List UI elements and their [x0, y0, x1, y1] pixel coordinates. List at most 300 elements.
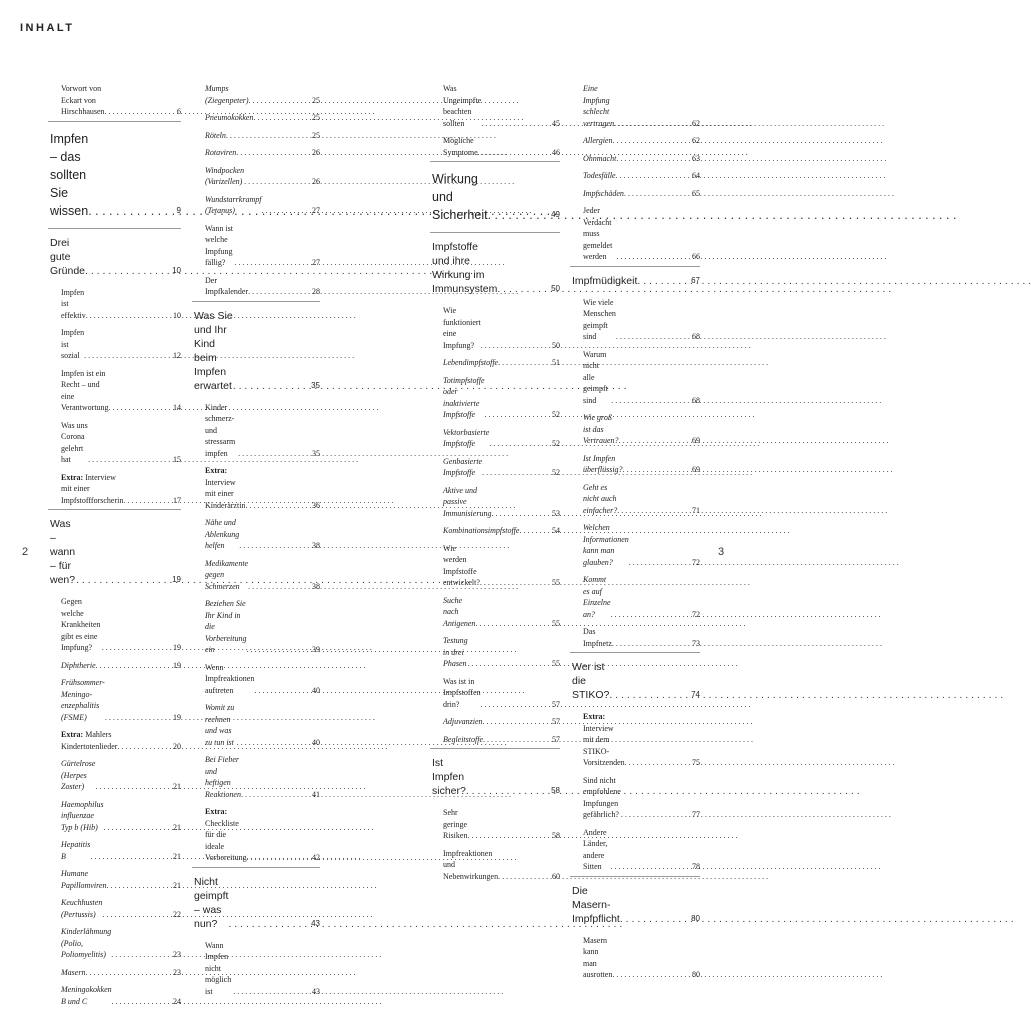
toc-entry: [570, 519, 700, 571]
entry-title: Pneumokokken: [205, 113, 254, 122]
toc-entry: [570, 185, 700, 203]
page-number: 45: [552, 118, 560, 128]
page-number: 21: [173, 880, 181, 890]
page-number: 80: [692, 970, 700, 979]
page-number: 57: [552, 699, 560, 709]
toc-entry: [570, 80, 700, 132]
dot-leader: [244, 176, 310, 188]
entry-title: Windpocken (Varizellen): [205, 165, 245, 186]
entry-title: Wie viele Menschen geimpft sind: [583, 297, 616, 341]
toc-section-entry: [430, 162, 560, 232]
entry-title: Adjuvanzien: [443, 717, 483, 726]
dot-leader: [620, 912, 689, 926]
entry-title: [205, 465, 245, 511]
page-number: 39: [312, 645, 320, 654]
toc-column-2: [192, 80, 320, 1000]
entry-title: Mögliche Symptome: [443, 136, 478, 157]
entry-title: Das Impfnetz: [583, 627, 612, 648]
page-number: 63: [692, 153, 700, 163]
toc-entry: [192, 144, 320, 162]
page-number: 50: [551, 284, 560, 293]
entry-title: Impfen ist effektiv: [61, 287, 86, 320]
page-number: 40: [312, 737, 320, 747]
toc-entry: [192, 462, 320, 514]
dot-leader: [76, 573, 170, 587]
dot-leader: [481, 118, 550, 130]
dot-leader: [234, 257, 310, 269]
dot-leader: [86, 310, 171, 322]
entry-title: Begleitstoffe: [443, 734, 483, 744]
entry-title: Andere Länder, andere Sitten: [583, 827, 608, 871]
dot-leader: [104, 822, 171, 834]
page-number: 69: [692, 465, 700, 474]
page-number: 23: [173, 950, 181, 959]
toc-entry: [192, 595, 320, 659]
dot-leader: [102, 909, 171, 921]
page-number: 68: [692, 395, 700, 405]
dot-leader: [249, 95, 310, 107]
page-number: 43: [311, 918, 320, 928]
dot-leader: [623, 464, 690, 476]
page-number: 40: [312, 685, 320, 695]
toc-entry: [192, 127, 320, 145]
dot-leader: [247, 852, 310, 864]
dot-leader: [485, 409, 551, 421]
dot-leader: [88, 202, 174, 220]
entry-title: Allergien: [583, 136, 613, 145]
toc-entry: [430, 540, 560, 592]
page-number: 28: [312, 287, 320, 296]
entry-title: Welchen Informationen kann man glauben?: [583, 523, 629, 567]
toc-column-3: [430, 80, 560, 885]
toc-section-entry: [570, 653, 700, 708]
page-number: 26: [312, 148, 320, 157]
page-number: 12: [173, 351, 181, 360]
dot-leader: [102, 642, 171, 654]
dot-leader: [248, 581, 310, 593]
page-number: 25: [312, 113, 320, 122]
page-number: 25: [312, 95, 320, 105]
page-number: 22: [173, 909, 181, 919]
entry-title: Nähe und Ablenkung helfen: [205, 518, 240, 550]
toc-entry: [570, 167, 700, 185]
entry-title: Gegen welche Krankheiten gibt es eine Impfung?: [61, 597, 101, 652]
page-number: 10: [172, 265, 181, 275]
page-number: 58: [552, 831, 560, 840]
page-number: 26: [312, 177, 320, 186]
dot-leader: [246, 644, 310, 656]
toc-entry: [192, 191, 320, 220]
page-number: 38: [312, 581, 320, 591]
dot-leader: [123, 495, 171, 507]
page-number: 77: [692, 810, 700, 819]
dot-leader: [616, 170, 690, 182]
dot-leader: [637, 274, 689, 288]
page-number: 25: [312, 130, 320, 140]
toc-entry: [192, 937, 320, 1001]
entry-title: Was ist in Impfstoffen drin?: [443, 676, 481, 709]
dot-leader: [614, 118, 690, 130]
dot-leader: [112, 996, 171, 1008]
toc-entry: [430, 804, 560, 845]
page-number: 52: [552, 410, 560, 419]
page-number: 27: [312, 206, 320, 215]
dot-leader: [611, 395, 690, 407]
page-number: 52: [552, 439, 560, 448]
dot-leader: [95, 781, 171, 793]
entry-title: [205, 806, 247, 864]
toc-entry: [48, 836, 181, 865]
toc-entry: [570, 409, 700, 450]
toc-entry: [430, 80, 560, 132]
page-number: 53: [552, 508, 560, 518]
entry-title: Nicht geimpft – was nun?: [194, 875, 229, 930]
page-number: 74: [691, 690, 700, 699]
entry-title: Wie groß ist das Vertrauen?: [583, 413, 619, 445]
dot-leader: [261, 205, 310, 217]
entry-title: Kinder schmerz- und stressarm impfen: [205, 402, 236, 458]
dot-leader: [612, 638, 690, 650]
page-number: 78: [692, 862, 700, 871]
page-number: 43: [312, 986, 320, 996]
dot-leader: [245, 500, 310, 512]
dot-leader: [625, 757, 690, 769]
entry-title: Was Sie und Ihr Kind beim Impfen erwartet: [194, 309, 233, 392]
entry-title: Was – wann – für wen?: [50, 518, 76, 586]
dot-leader: [241, 789, 310, 801]
dot-leader: [629, 557, 690, 569]
toc-entry: [570, 824, 700, 876]
dot-leader: [105, 106, 175, 118]
entry-title: Suche nach Antigenen: [443, 595, 476, 628]
entry-title: Impfen – das sollten Sie wissen: [50, 131, 89, 218]
entry-title: Was Ungeimpfte beachten sollten: [443, 84, 482, 128]
toc-entry: [48, 865, 181, 894]
entry-title: Warum nicht alle geimpft sind: [583, 349, 608, 405]
entry-title: Todesfälle: [583, 171, 616, 180]
page-number: 62: [692, 136, 700, 145]
toc-entry: [192, 555, 320, 596]
entry-title: Kombinationsimpfstoffe: [443, 526, 520, 535]
page-number: 72: [692, 557, 700, 567]
page-number: 62: [692, 118, 700, 128]
entry-title: Keuchhusten (Pertussis): [61, 898, 103, 919]
entry-title: Ist Impfen sicher?: [432, 757, 466, 797]
dot-leader: [84, 350, 171, 362]
page-number: 6: [177, 107, 181, 116]
dot-leader: [109, 402, 171, 414]
dot-leader: [226, 130, 310, 142]
page-number: 17: [173, 495, 181, 505]
entry-title: Rotaviren: [205, 148, 237, 157]
toc-entry: [570, 202, 700, 266]
extra-title: Interview mit einer Kinderärztin: [205, 477, 246, 510]
dot-leader: [621, 809, 690, 821]
page-number: 41: [312, 789, 320, 799]
toc-entry: [192, 514, 320, 555]
page-number: 35: [312, 448, 320, 458]
page-number: 66: [692, 252, 700, 261]
dot-leader: [233, 379, 309, 393]
entry-title: Hepatitis B: [61, 840, 91, 861]
dot-leader: [468, 658, 550, 670]
extra-title: Interview mit dem STIKO-Vorsitzenden: [583, 723, 625, 767]
toc-entry: [430, 673, 560, 714]
page-number: 64: [692, 171, 700, 180]
toc-section-entry: [48, 122, 181, 228]
dot-leader: [619, 435, 690, 447]
dot-leader: [483, 734, 550, 746]
dot-leader: [228, 917, 309, 931]
entry-title: Wer ist die STIKO?: [572, 661, 610, 701]
page-number: 52: [552, 468, 560, 477]
toc-entry: [430, 354, 560, 372]
entry-title: [583, 711, 625, 769]
dot-leader: [106, 880, 171, 892]
entry-title: Röteln: [205, 130, 226, 140]
page-number: 42: [312, 853, 320, 862]
page-number: 23: [173, 967, 181, 977]
dot-leader: [238, 448, 310, 460]
page-number: 55: [552, 659, 560, 668]
toc-entry: [192, 803, 320, 867]
entry-title: Wann ist welche Impfung fällig?: [205, 223, 234, 267]
toc-column-1: [48, 80, 181, 1010]
dot-leader: [105, 712, 171, 724]
page-number-left: 2: [22, 546, 29, 558]
entry-title: Testung in drei Phasen: [443, 636, 468, 668]
page-number: 21: [173, 822, 181, 832]
extra-label: Extra:: [583, 712, 606, 721]
entry-title: Meningokokken B und C: [61, 985, 112, 1006]
entry-title: Jeder Verdacht muss gemeldet werden: [583, 206, 613, 261]
entry-title: [61, 472, 123, 507]
entry-title: Kinderlähmung (Polio, Poliomyelitis): [61, 927, 112, 959]
toc-entry: [48, 657, 181, 675]
dot-leader: [481, 340, 550, 352]
toc-entry: [430, 482, 560, 523]
entry-title: Geht es nicht auch einfacher?: [583, 482, 618, 515]
dot-leader: [519, 525, 550, 537]
dot-leader: [624, 188, 690, 200]
toc-entry: [570, 571, 700, 623]
page-number: 46: [552, 147, 560, 157]
page-number: 49: [551, 210, 560, 219]
toc-entry: [430, 424, 560, 453]
page-number: 19: [173, 643, 181, 652]
entry-title: Wundstarrkrampf (Tetanus): [205, 194, 262, 215]
toc-section-entry: [430, 233, 560, 302]
dot-leader: [233, 986, 310, 998]
entry-title: Vektorbasierte Impfstoffe: [443, 427, 490, 448]
toc-entry: [570, 294, 700, 346]
entry-title: Diphtherie: [61, 660, 96, 670]
entry-title: Bei Fieber und heftigen Reaktionen: [205, 755, 241, 799]
dot-leader: [497, 282, 549, 296]
toc-section-entry: [570, 267, 700, 294]
entry-title: Drei gute Gründe: [50, 236, 86, 277]
entry-title: Frühsommer-Meningo-enzephalitis (FSME): [61, 678, 105, 722]
page-number: 19: [173, 660, 181, 670]
page-number: 27: [312, 258, 320, 267]
entry-title: Ohnmacht: [583, 153, 617, 163]
dot-leader: [609, 688, 689, 702]
page-number: 65: [692, 188, 700, 198]
dot-leader: [612, 969, 690, 981]
page-number: 69: [692, 436, 700, 445]
entry-title: [61, 729, 117, 752]
page-number: 35: [311, 380, 320, 390]
toc-entry: [48, 923, 181, 964]
page-number: 54: [552, 526, 560, 535]
page-number: 67: [691, 275, 700, 285]
dot-leader: [236, 147, 310, 159]
toc-entry: [48, 469, 181, 510]
extra-label: Extra:: [205, 807, 228, 816]
entry-title: Impfschäden: [583, 188, 624, 198]
page-number: 9: [176, 205, 181, 215]
dot-leader: [466, 784, 549, 798]
toc-entry: [570, 772, 700, 824]
page-number: 73: [692, 638, 700, 648]
toc-section-entry: [48, 510, 181, 593]
extra-label: Extra:: [61, 472, 84, 482]
entry-title: Impfmüdigkeit: [572, 274, 638, 287]
toc-entry: [570, 150, 700, 168]
extra-label: Extra:: [61, 730, 84, 739]
toc-entry: [430, 132, 560, 161]
entry-title: Der Impfkalender: [205, 275, 249, 296]
toc-entry: [192, 659, 320, 700]
toc-entry: [570, 450, 700, 479]
page-number: 57: [552, 717, 560, 726]
toc-entry: [48, 365, 181, 417]
dot-leader: [480, 577, 550, 589]
entry-title: Genbasierte Impfstoffe: [443, 456, 483, 477]
dot-leader: [611, 609, 690, 621]
page-number: 71: [692, 505, 700, 515]
toc-entry: [48, 964, 181, 982]
dot-leader: [482, 467, 550, 479]
entry-title: Wie funktioniert eine Impfung?: [443, 306, 481, 350]
entry-title: Lebendimpfstoffe: [443, 358, 499, 367]
toc-section-entry: [430, 749, 560, 804]
page-number: 50: [552, 340, 560, 350]
dot-leader: [489, 438, 550, 450]
extra-title: Interview mit einer Impfstoffforscherin: [61, 472, 124, 505]
page-number: 19: [172, 575, 181, 584]
dot-leader: [475, 618, 550, 630]
entry-title: Sehr geringe Risiken: [443, 808, 468, 840]
dot-leader: [481, 699, 550, 711]
dot-leader: [237, 737, 310, 749]
dot-leader: [248, 286, 310, 298]
toc-entry: [570, 479, 700, 520]
toc-entry: [48, 324, 181, 365]
entry-title: Was uns Corona gelehrt hat: [61, 420, 88, 464]
dot-leader: [253, 112, 310, 124]
toc-entry: [430, 372, 560, 424]
entry-title: Totimpfstoffe oder inaktivierte Impfstoffe: [443, 375, 485, 419]
toc-entry: [48, 894, 181, 923]
entry-title: Kommt es auf Einzelne an?: [583, 575, 611, 619]
toc-entry: [430, 302, 560, 354]
entry-title: Wann Impfen nicht möglich ist: [205, 940, 232, 996]
toc-entry: [48, 726, 181, 755]
dot-leader: [611, 861, 690, 873]
toc-entry: [48, 284, 181, 325]
toc-entry: [48, 80, 181, 121]
toc-entry: [430, 731, 560, 749]
page-number: 57: [552, 734, 560, 744]
entry-title: Impfen ist sozial: [61, 328, 85, 360]
entry-title: Aktive und passive Immunisierung: [443, 485, 492, 518]
dot-leader: [96, 660, 171, 672]
dot-leader: [88, 454, 171, 466]
toc-entry: [192, 399, 320, 463]
page-number: 75: [692, 758, 700, 767]
dot-leader: [85, 264, 170, 278]
page-number: 51: [552, 358, 560, 367]
dot-leader: [488, 206, 550, 224]
toc-entry: [48, 981, 181, 1010]
page-number: 58: [551, 786, 560, 795]
entry-title: Womit zu rechnen und was zu tun ist: [205, 703, 235, 747]
toc-column-4: [570, 80, 700, 984]
extra-label: Extra:: [205, 466, 228, 475]
page-number: 19: [173, 712, 181, 722]
dot-leader: [616, 153, 690, 165]
entry-title: Die Masern-Impfpflicht: [572, 884, 620, 925]
entry-title: Impfen ist ein Recht – und eine Verantwortung: [61, 368, 109, 412]
entry-title: Sind nicht empfohlene Impfungen gefährlich?: [583, 775, 621, 819]
dot-leader: [467, 830, 550, 842]
toc-entry: [430, 522, 560, 540]
entry-title: Masern kann man ausrotten: [583, 935, 613, 979]
toc-section-entry: [570, 877, 700, 932]
toc-section-entry: [48, 229, 181, 284]
page-number: 36: [312, 500, 320, 510]
dot-leader: [478, 147, 550, 159]
page-number: 55: [552, 618, 560, 628]
toc-entry: [430, 845, 560, 886]
dot-leader: [483, 716, 550, 728]
page-number: 10: [173, 310, 181, 320]
toc-entry: [570, 346, 700, 410]
toc-entry: [570, 132, 700, 150]
toc-entry: [570, 932, 700, 984]
toc-entry: [48, 796, 181, 837]
page-number: 60: [552, 871, 560, 881]
dot-leader: [117, 741, 171, 753]
entry-title: Wie werden Impfstoffe entwickelt?: [443, 543, 480, 587]
entry-title: Vorwort von Eckart von Hirschhausen: [61, 84, 105, 116]
extra-title: Mahlers Kindertotenlieder: [61, 730, 118, 751]
entry-title: Medikamente gegen Schmerzen: [205, 558, 249, 591]
dot-leader: [491, 508, 550, 520]
dot-leader: [612, 135, 690, 147]
dot-leader: [90, 851, 171, 863]
toc-section-entry: [192, 868, 320, 937]
dot-leader: [498, 357, 550, 369]
dot-leader: [254, 685, 310, 697]
entry-title: Masern: [61, 967, 86, 977]
entry-title: Beziehen Sie Ihr Kind in die Vorbereitung ein: [205, 599, 247, 654]
toc-entry: [192, 80, 320, 109]
page-number: 24: [173, 996, 181, 1006]
entry-title: Eine Impfung schlecht vertragen: [583, 84, 615, 128]
entry-title: Mumps (Ziegenpeter): [205, 84, 249, 105]
